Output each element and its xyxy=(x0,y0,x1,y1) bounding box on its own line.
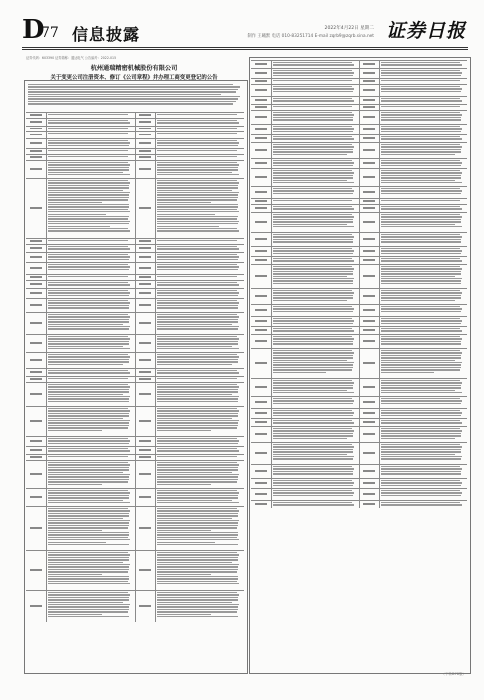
cell-text xyxy=(48,377,131,380)
column-divider xyxy=(359,68,360,78)
company-name: 杭州通瑞精密机械股份有限公司 xyxy=(90,64,178,72)
cell-text xyxy=(273,419,355,425)
cell-text xyxy=(157,281,240,287)
cell-text xyxy=(381,125,463,133)
cell-text xyxy=(381,479,463,487)
cell-text xyxy=(273,265,355,285)
cell-text xyxy=(273,349,355,374)
cell-text xyxy=(157,245,240,251)
column-divider xyxy=(135,590,136,622)
cell-text xyxy=(157,155,240,158)
cell-text xyxy=(273,443,355,461)
cell-text xyxy=(273,61,355,67)
cell-text xyxy=(157,253,240,261)
continued-tag: （下转D78版） xyxy=(441,672,466,676)
cell-text xyxy=(157,299,240,310)
notice-title: 关于变更公司注册资本、修订《公司章程》并办理工商变更登记的公告 xyxy=(50,74,218,81)
cell-text xyxy=(273,79,355,82)
cell-text xyxy=(273,317,355,325)
cell-text xyxy=(273,379,355,394)
column-divider xyxy=(135,446,136,454)
cell-text xyxy=(48,263,131,271)
column-divider xyxy=(359,142,360,158)
cell-text xyxy=(273,335,355,346)
cell-text xyxy=(273,97,355,103)
column-divider xyxy=(135,138,136,148)
cell-text xyxy=(48,299,131,310)
cell-text xyxy=(273,327,355,333)
cell-text xyxy=(48,461,131,486)
column-divider xyxy=(359,408,360,418)
cell-text xyxy=(157,369,240,375)
column-divider xyxy=(359,186,360,198)
masthead xyxy=(22,16,472,46)
cell-text xyxy=(381,199,463,202)
column-divider xyxy=(135,244,136,252)
cell-text xyxy=(381,443,463,461)
cell-text xyxy=(157,149,240,152)
column-divider xyxy=(359,500,360,508)
cell-text xyxy=(381,169,463,184)
cell-text xyxy=(157,132,240,135)
cell-text xyxy=(48,369,131,375)
cell-text xyxy=(48,161,131,176)
cell-text xyxy=(273,85,355,93)
cell-text xyxy=(48,155,131,158)
column-divider xyxy=(135,252,136,262)
cell-text xyxy=(157,263,240,271)
cell-text xyxy=(273,409,355,417)
cell-text xyxy=(381,317,463,325)
cell-text xyxy=(273,427,355,440)
masthead-rule xyxy=(22,47,468,48)
cell-text xyxy=(48,437,131,445)
cell-text xyxy=(273,465,355,476)
cell-text xyxy=(381,187,463,195)
column-divider xyxy=(359,204,360,212)
column-divider xyxy=(359,426,360,442)
cell-text xyxy=(273,213,355,228)
cell-text xyxy=(381,233,463,244)
cell-text xyxy=(381,427,463,440)
column-divider xyxy=(359,246,360,256)
cell-text xyxy=(381,409,463,417)
column-divider xyxy=(359,158,360,168)
cell-text xyxy=(273,105,355,108)
cell-text xyxy=(157,239,240,242)
column-divider xyxy=(359,124,360,134)
cell-text xyxy=(48,127,131,130)
cell-text xyxy=(381,489,463,497)
date-line: 2022年4月22日 星期二 xyxy=(324,26,374,31)
cell-text xyxy=(48,591,131,618)
column-divider xyxy=(359,396,360,408)
cell-text xyxy=(157,275,240,278)
cell-text xyxy=(381,349,463,374)
cell-text xyxy=(381,135,463,141)
cell-text xyxy=(48,119,131,125)
cell-text xyxy=(381,257,463,263)
column-divider xyxy=(135,460,136,488)
cell-text xyxy=(381,419,463,425)
cell-text xyxy=(381,379,463,394)
column-divider xyxy=(359,134,360,142)
column-divider xyxy=(359,378,360,396)
cell-text xyxy=(48,353,131,366)
cell-text xyxy=(381,205,463,211)
cell-text xyxy=(381,111,463,122)
brand-logo: 证券日报 xyxy=(385,20,466,42)
cell-text xyxy=(48,275,131,278)
column-divider xyxy=(359,256,360,264)
column-divider xyxy=(135,160,136,178)
column-divider xyxy=(135,298,136,312)
cell-text xyxy=(381,97,463,103)
cell-text xyxy=(381,85,463,93)
cell-text xyxy=(48,551,131,586)
cell-text xyxy=(157,407,240,432)
cell-text xyxy=(381,247,463,255)
cell-text xyxy=(48,179,131,233)
cell-text xyxy=(381,143,463,156)
column-divider xyxy=(359,110,360,124)
cell-text xyxy=(273,233,355,244)
column-divider xyxy=(359,464,360,478)
cell-text xyxy=(381,265,463,285)
cell-text xyxy=(157,335,240,350)
cell-text xyxy=(273,187,355,195)
cell-text xyxy=(48,139,131,147)
column-divider xyxy=(359,304,360,316)
cell-text xyxy=(381,159,463,167)
column-divider xyxy=(359,232,360,246)
cell-text xyxy=(48,132,131,135)
cell-text xyxy=(273,169,355,184)
cell-text xyxy=(48,113,131,116)
cell-text xyxy=(48,455,131,458)
cell-text xyxy=(157,447,240,453)
cell-text xyxy=(157,113,240,116)
column-divider xyxy=(359,418,360,426)
column-divider xyxy=(359,326,360,334)
cell-text xyxy=(273,159,355,167)
cell-text xyxy=(381,105,463,108)
cell-text xyxy=(48,489,131,504)
column-divider xyxy=(135,436,136,446)
column-divider xyxy=(359,84,360,96)
cell-text xyxy=(273,397,355,405)
section-title: 信息披露 xyxy=(72,25,141,44)
page-number: 77 xyxy=(41,25,59,41)
cell-text xyxy=(157,377,240,380)
column-divider xyxy=(359,442,360,464)
column-divider xyxy=(135,262,136,274)
cell-text xyxy=(48,281,131,287)
cell-text xyxy=(273,111,355,122)
cell-text xyxy=(273,125,355,133)
cell-text xyxy=(273,205,355,211)
cell-text xyxy=(381,335,463,346)
column-divider xyxy=(135,280,136,288)
cell-text xyxy=(273,289,355,302)
column-divider xyxy=(359,96,360,104)
cell-text xyxy=(381,79,463,82)
column-divider xyxy=(135,334,136,352)
cell-text xyxy=(157,591,240,618)
cell-text xyxy=(157,461,240,486)
cell-text xyxy=(157,489,240,504)
intro-paragraph xyxy=(28,83,242,106)
column-divider xyxy=(135,312,136,334)
column-divider xyxy=(359,60,360,68)
cell-text xyxy=(157,507,240,546)
cell-text xyxy=(48,335,131,350)
cell-text xyxy=(48,245,131,251)
cell-text xyxy=(273,479,355,487)
column-divider xyxy=(135,288,136,298)
cell-text xyxy=(381,305,463,313)
column-divider xyxy=(359,348,360,378)
cell-text xyxy=(48,507,131,546)
cell-text xyxy=(157,437,240,445)
cell-text xyxy=(157,353,240,366)
cell-text xyxy=(273,143,355,156)
column-divider xyxy=(135,488,136,506)
cell-text xyxy=(157,127,240,130)
cell-text xyxy=(48,149,131,152)
contact-line: 制作 王曦默 电话 010-83251714 E-mail zqrb9@zqrb.sina.net xyxy=(247,34,374,39)
notice-header xyxy=(26,57,242,81)
cell-text xyxy=(381,69,463,77)
cell-text xyxy=(48,447,131,453)
cell-text xyxy=(48,383,131,403)
column-divider xyxy=(135,368,136,376)
column-divider xyxy=(359,334,360,348)
cell-text xyxy=(157,313,240,331)
stock-code-line: 证券代码：603390 证券简称：通达电气 公告编号：2022-015 xyxy=(26,56,117,60)
cell-text xyxy=(48,239,131,242)
cell-text xyxy=(48,313,131,331)
cell-text xyxy=(273,135,355,141)
column-divider xyxy=(135,382,136,406)
cell-text xyxy=(381,501,463,507)
cell-text xyxy=(273,247,355,255)
cell-text xyxy=(381,327,463,333)
cell-text xyxy=(157,161,240,176)
column-divider xyxy=(359,168,360,186)
cell-text xyxy=(157,119,240,125)
cell-text xyxy=(273,305,355,313)
cell-text xyxy=(157,289,240,297)
cell-text xyxy=(48,407,131,432)
cell-text xyxy=(381,213,463,228)
column-divider xyxy=(135,178,136,238)
cell-text xyxy=(273,257,355,263)
column-divider xyxy=(359,288,360,304)
cell-text xyxy=(273,501,355,507)
column-divider xyxy=(135,406,136,436)
column-divider xyxy=(359,478,360,488)
column-divider xyxy=(359,488,360,500)
column-divider xyxy=(135,118,136,126)
masthead-rule-thin xyxy=(22,49,468,50)
cell-text xyxy=(381,465,463,476)
column-divider xyxy=(359,264,360,288)
column-divider xyxy=(359,212,360,232)
cell-text xyxy=(381,289,463,302)
cell-text xyxy=(48,289,131,297)
cell-text xyxy=(381,397,463,405)
column-divider xyxy=(135,506,136,550)
cell-text xyxy=(157,383,240,403)
column-divider xyxy=(135,550,136,590)
cell-text xyxy=(273,199,355,202)
cell-text xyxy=(157,455,240,458)
section-letter: D xyxy=(22,15,45,45)
cell-text xyxy=(157,179,240,233)
cell-text xyxy=(48,253,131,261)
cell-text xyxy=(157,139,240,147)
column-divider xyxy=(135,131,136,138)
column-divider xyxy=(135,352,136,368)
column-divider xyxy=(359,316,360,326)
cell-text xyxy=(273,489,355,497)
cell-text xyxy=(381,61,463,67)
cell-text xyxy=(157,551,240,586)
cell-text xyxy=(273,69,355,77)
